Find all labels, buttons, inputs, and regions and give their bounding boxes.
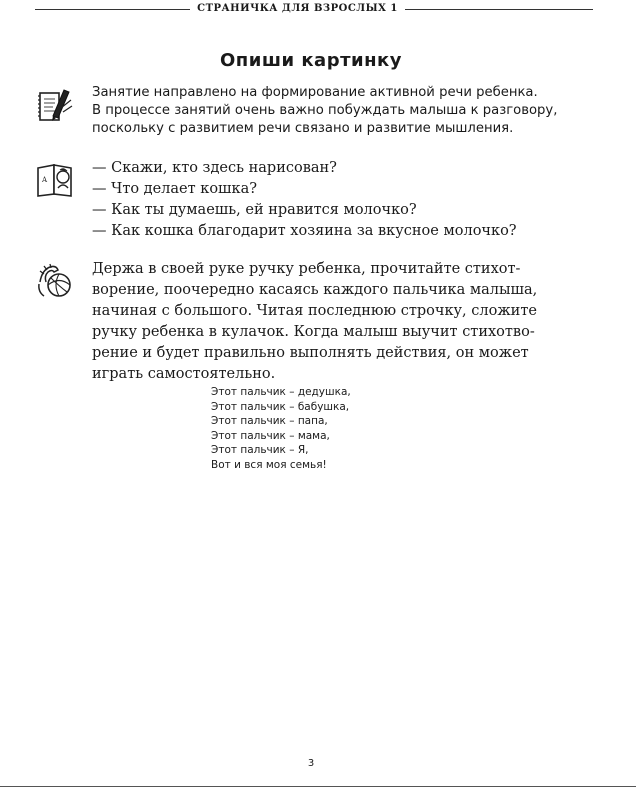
intro-line: В процессе занятий очень важно побуждать малыша к разговору,	[92, 103, 558, 118]
instruction-paragraph	[92, 259, 592, 385]
instruction-line: ворение, поочередно касаясь каждого пальчика малыша,	[92, 282, 538, 298]
page-title: Опиши картинку	[219, 50, 403, 71]
poem-line: Этот пальчик – дедушка,	[211, 386, 351, 398]
header-rule-right	[405, 9, 593, 10]
intro-line: Занятие направлено на формирование активной речи ребенка.	[92, 85, 538, 100]
question-item: — Скажи, кто здесь нарисован?	[92, 160, 337, 176]
instruction-line: играть самостоятельно.	[92, 366, 276, 382]
question-item: — Как ты думаешь, ей нравится молочко?	[92, 202, 417, 218]
page-number: 3	[307, 758, 315, 769]
poem-line: Этот пальчик – бабушка,	[211, 400, 350, 413]
intro-line: поскольку с развитием речи связано и развитие мышления.	[92, 121, 514, 136]
running-header: СТРАНИЧКА ДЛЯ ВЗРОСЛЫХ 1	[197, 3, 398, 14]
poem-line: Этот пальчик – папа,	[211, 415, 328, 428]
intro-paragraph	[92, 84, 592, 138]
poem-line: Этот пальчик – мама,	[211, 429, 330, 442]
question-list	[92, 158, 592, 242]
instruction-line: ручку ребенка в кулачок. Когда малыш выучит стихотво-	[92, 324, 535, 340]
book-face-icon	[36, 160, 74, 198]
question-item: — Как кошка благодарит хозяина за вкусное молочко?	[92, 223, 517, 239]
poem	[211, 385, 351, 473]
bottom-rule	[0, 786, 636, 787]
instruction-line: начиная с большого. Читая последнюю строчку, сложите	[92, 303, 537, 319]
instruction-line: рение и будет правильно выполнять действия, он может	[92, 345, 529, 361]
instruction-line: Держа в своей руке ручку ребенка, прочитайте стихот-	[92, 261, 521, 277]
poem-line: Вот и вся моя семья!	[211, 458, 327, 471]
pen-notebook-icon	[36, 86, 74, 124]
header-rule-left	[35, 9, 190, 10]
question-item: — Что делает кошка?	[92, 181, 258, 197]
hand-ball-icon	[36, 262, 74, 300]
svg-text:A: A	[42, 176, 48, 184]
poem-line: Этот пальчик – Я,	[211, 444, 309, 457]
